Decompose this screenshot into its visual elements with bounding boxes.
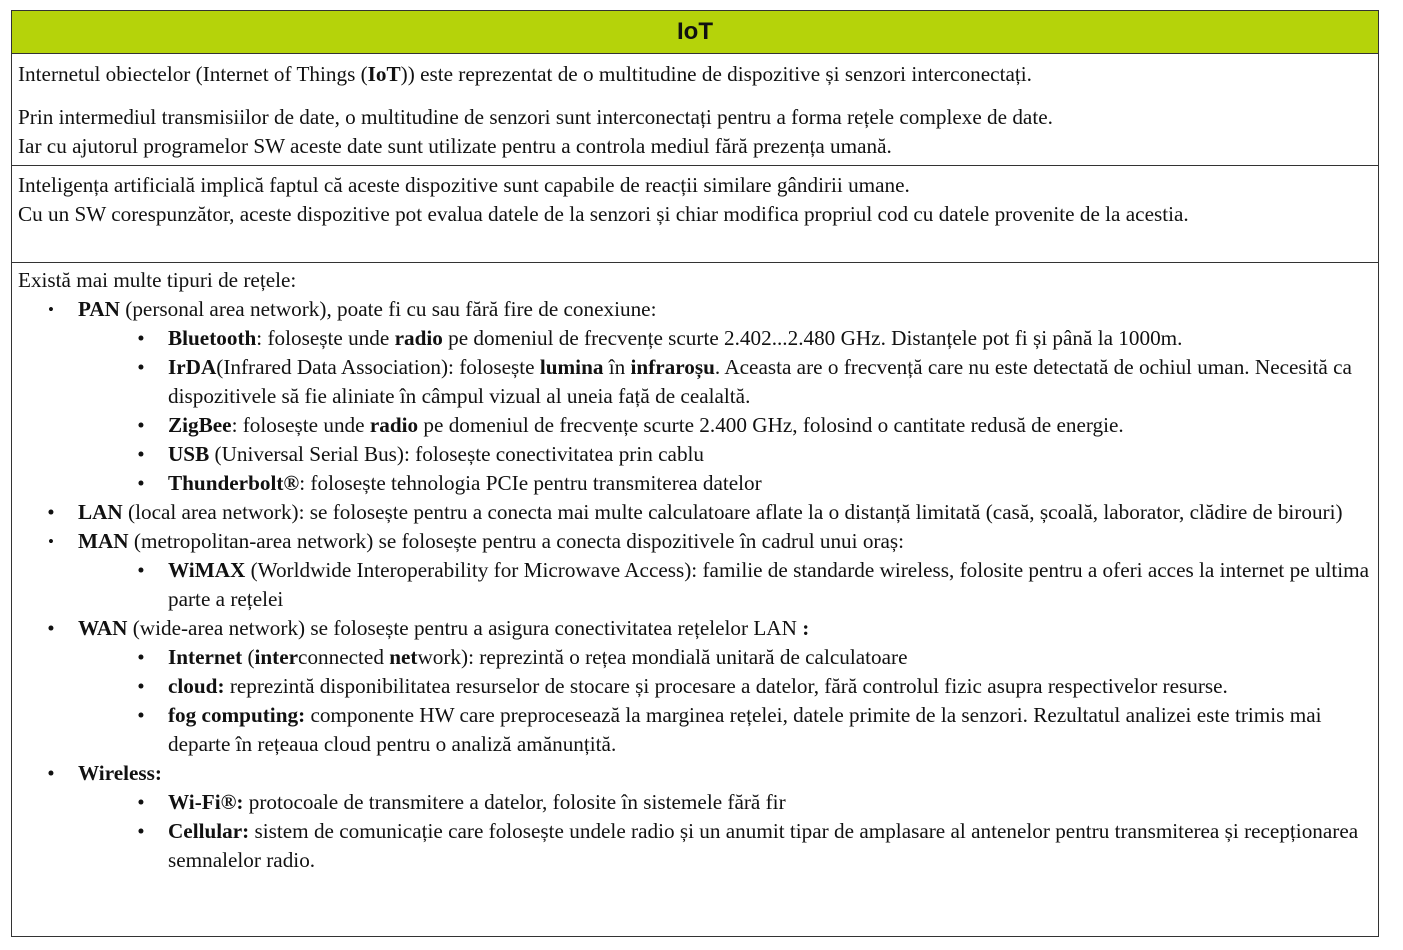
wireless-sublist bbox=[78, 788, 1372, 875]
bullet-icon: • bbox=[137, 674, 145, 698]
network-types-list bbox=[18, 295, 1372, 875]
list-item-usb: • USB (Universal Serial Bus): folosește conectivitatea prin cablu bbox=[18, 440, 1372, 469]
man-sublist bbox=[78, 556, 1372, 614]
bullet-icon: • bbox=[137, 413, 145, 437]
list-item-cloud: • cloud: reprezintă disponibilitatea resurselor de stocare și procesare a datelor, fără controlul fizic asupra respectivelor resurse. bbox=[18, 672, 1372, 701]
bullet-icon: • bbox=[137, 558, 145, 582]
list-item-zigbee: • ZigBee: folosește unde radio pe domeniul de frecvențe scurte 2.400 GHz, folosind o cantitate redusă de energie. bbox=[18, 411, 1372, 440]
bullet-icon: • bbox=[137, 442, 145, 466]
bullet-icon: • bbox=[137, 819, 145, 843]
intro-paragraph-1: Internetul obiectelor (Internet of Things (IoT)) este reprezentat de o multitudine de dispozitive și senzori interconectați. bbox=[18, 62, 1032, 86]
bullet-icon: • bbox=[47, 616, 55, 640]
list-item-thunderbolt: • Thunderbolt®: folosește tehnologia PCIe pentru transmiterea datelor bbox=[18, 469, 1372, 498]
bullet-icon: • bbox=[48, 532, 54, 551]
bullet-icon: • bbox=[137, 326, 145, 350]
table-title: IoT bbox=[677, 18, 713, 45]
list-item-internet: • Internet (interconnected network): reprezintă o rețea mondială unitară de calculatoare bbox=[18, 643, 1372, 672]
bullet-icon: • bbox=[137, 355, 145, 379]
list-item-wireless: • Wireless: • Wi-Fi®: protocoale de transmitere a datelor, folosite în sistemele fără fir • Cellular: sistem de comunicație care folosește undele radio și un anumit tipar de amplasare al antenelor pentru transmiterea și recepționarea semnalelor radio. bbox=[18, 759, 1372, 875]
list-item-pan: • PAN (personal area network), poate fi cu sau fără fire de conexiune: • Bluetooth: folosește unde radio pe domeniul de frecvențe scurte 2.402...2.480 GHz. Distanțele pot fi și până la 1000m. • IrDA(Infrared Data Association): folosește lumina în infraroșu. Aceasta are o frecvență care nu este detectată de ochiul uman. Necesită ca dispozitivele să fie aliniate în câmpul vizual al uneia față de cealaltă. • ZigBee: folosește unde radio pe domeniul de frecvențe scurte 2.400 GHz, folosind o cantitate redusă de energie. • USB (Universal Serial Bus): folosește conectivitatea prin cablu • Thunderbolt®: folosește tehnologia PCIe pentru transmiterea datelor bbox=[18, 295, 1372, 498]
list-item-wan: • WAN (wide-area network) se folosește pentru a asigura conectivitatea rețelelor LAN : • Internet (interconnected network): reprezintă o rețea mondială unitară de calculatoare • cloud: reprezintă disponibilitatea resurselor de stocare și procesare a datelor, fără controlul fizic asupra respectivelor resurse. • fog computing: componente HW care preprocesează la marginea rețelei, datele primite de la senzori. Rezultatul analizei este trimis mai departe în rețeaua cloud pentru o analiză amănunțită. bbox=[18, 614, 1372, 759]
ai-paragraph-1: Inteligența artificială implică faptul că aceste dispozitive sunt capabile de reacții similare gândirii umane. bbox=[18, 173, 910, 197]
ai-section bbox=[12, 165, 1378, 262]
networks-section bbox=[12, 262, 1378, 936]
list-item-bluetooth: • Bluetooth: folosește unde radio pe domeniul de frecvențe scurte 2.402...2.480 GHz. Distanțele pot fi și până la 1000m. bbox=[18, 324, 1372, 353]
list-item-fog-computing: • fog computing: componente HW care preprocesează la marginea rețelei, datele primite de la senzori. Rezultatul analizei este trimis mai departe în rețeaua cloud pentru o analiză amănunțită. bbox=[18, 701, 1372, 759]
list-item-wimax: • WiMAX (Worldwide Interoperability for Microwave Access): familie de standarde wireless, folosite pentru a oferi acces la internet pe ultima parte a rețelei bbox=[18, 556, 1372, 614]
networks-intro: Există mai multe tipuri de rețele: bbox=[18, 268, 297, 292]
list-item-irda: • IrDA(Infrared Data Association): folosește lumina în infraroșu. Aceasta are o frecvență care nu este detectată de ochiul uman. Necesită ca dispozitivele să fie aliniate în câmpul vizual al uneia față de cealaltă. bbox=[18, 353, 1372, 411]
intro-paragraph-2: Prin intermediul transmisiilor de date, o multitudine de senzori sunt interconectați pentru a forma rețele complexe de date. bbox=[18, 105, 1053, 129]
pan-sublist bbox=[78, 324, 1372, 498]
intro-paragraph-3: Iar cu ajutorul programelor SW aceste date sunt utilizate pentru a controla mediul fără prezența umană. bbox=[18, 134, 892, 158]
wan-sublist bbox=[78, 643, 1372, 759]
list-item-wifi: • Wi-Fi®: protocoale de transmitere a datelor, folosite în sistemele fără fir bbox=[18, 788, 1372, 817]
list-item-cellular: • Cellular: sistem de comunicație care folosește undele radio și un anumit tipar de amplasare al antenelor pentru transmiterea și recepționarea semnalelor radio. bbox=[18, 817, 1372, 875]
bullet-icon: • bbox=[47, 761, 55, 785]
iot-table bbox=[11, 10, 1379, 937]
list-item-man: • MAN (metropolitan-area network) se folosește pentru a conecta dispozitivele în cadrul unui oraș: • WiMAX (Worldwide Interoperability for Microwave Access): familie de standarde wireless, folosite pentru a oferi acces la internet pe ultima parte a rețelei bbox=[18, 527, 1372, 614]
bullet-icon: • bbox=[137, 645, 145, 669]
bullet-icon: • bbox=[47, 500, 55, 524]
bullet-icon: • bbox=[137, 790, 145, 814]
table-header bbox=[12, 11, 1378, 53]
list-item-lan: • LAN (local area network): se folosește pentru a conecta mai multe calculatoare aflate la o distanță limitată (casă, școală, laborator, clădire de birouri) bbox=[18, 498, 1372, 527]
intro-section bbox=[12, 53, 1378, 165]
ai-paragraph-2: Cu un SW corespunzător, aceste dispozitive pot evalua datele de la senzori și chiar modifica propriul cod cu datele provenite de la acestia. bbox=[18, 202, 1189, 226]
bullet-icon: • bbox=[48, 300, 54, 319]
bullet-icon: • bbox=[137, 703, 145, 727]
bullet-icon: • bbox=[137, 471, 145, 495]
